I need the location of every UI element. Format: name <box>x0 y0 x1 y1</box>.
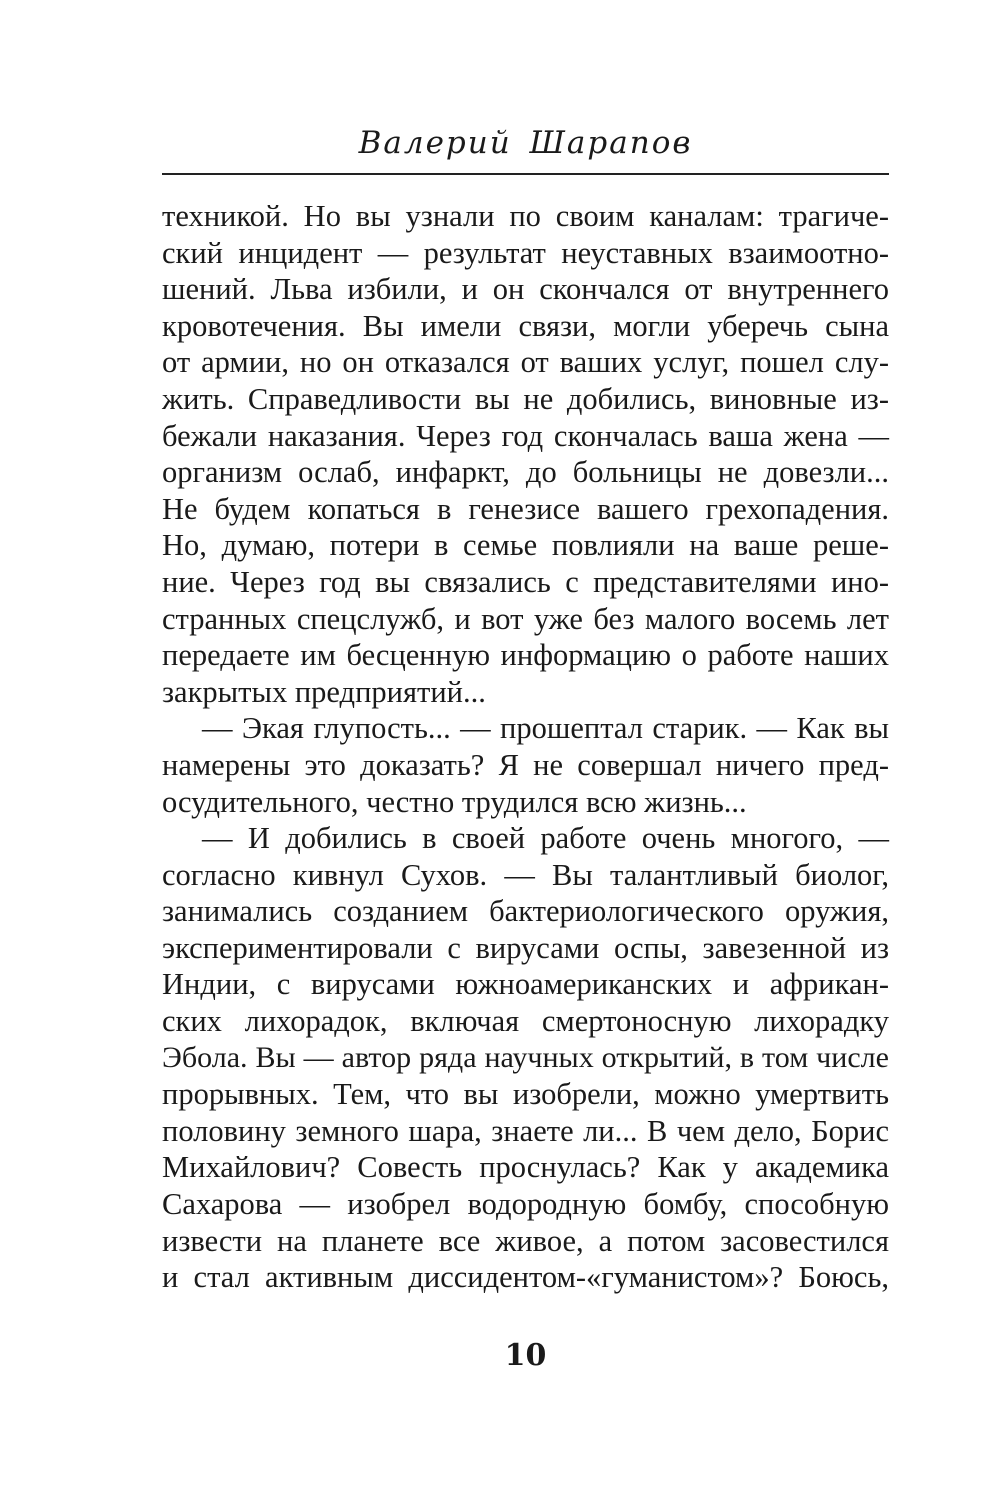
body-text <box>162 198 889 1296</box>
text-line: экспериментировали с вирусами оспы, завезенной из <box>162 930 889 965</box>
text-line: занимались созданием бактериологического оружия, <box>162 894 889 929</box>
text-line: Эбола. Вы — автор ряда научных открытий, в том числе <box>162 1040 889 1074</box>
text-line: Но, думаю, потери в семье повлияли на ваше реше- <box>162 528 889 563</box>
text-line: жить. Справедливости вы не добились, виновные из- <box>162 381 889 416</box>
text-line: организм ослаб, инфаркт, до больницы не довезли... <box>162 455 889 490</box>
text-line: извести на планете все живое, а потом засовестился <box>162 1223 889 1258</box>
text-line: бежали наказания. Через год скончалась ваша жена — <box>162 418 889 453</box>
text-line: Не будем копаться в генезисе вашего грехопадения. <box>162 491 889 526</box>
text-line: прорывных. Тем, что вы изобрели, можно умертвить <box>162 1077 889 1112</box>
text-line-paragraph-end: осудительного, честно трудился всю жизнь... <box>162 784 747 819</box>
text-line: и стал активным диссидентом-«гуманистом»? Боюсь, <box>162 1260 889 1295</box>
text-line: передаете им бесценную информацию о работе наших <box>162 638 889 673</box>
text-line: техникой. Но вы узнали по своим каналам: трагиче- <box>162 199 889 233</box>
text-line: Сахарова — изобрел водородную бомбу, способную <box>162 1187 889 1222</box>
text-line: ние. Через год вы связались с представителями ино- <box>162 564 889 599</box>
text-line: ских лихорадок, включая смертоносную лихорадку <box>162 1004 889 1039</box>
text-line: намерены это доказать? Я не совершал ничего пред- <box>162 747 889 782</box>
text-line: от армии, но он отказался от ваших услуг, пошел слу- <box>162 345 889 380</box>
text-line: шений. Льва избили, и он скончался от внутреннего <box>162 272 889 307</box>
text-line-paragraph-start: — Экая глупость... — прошептал старик. — Как вы <box>202 711 889 746</box>
text-line: кровотечения. Вы имели связи, могли уберечь сына <box>162 308 889 343</box>
text-line: согласно кивнул Сухов. — Вы талантливый биолог, <box>162 857 889 892</box>
text-line: Индии, с вирусами южноамериканских и африкан- <box>162 967 889 1002</box>
text-line-paragraph-end: закрытых предприятий... <box>162 674 486 709</box>
text-line: странных спецслужб, и вот уже без малого восемь лет <box>162 601 889 636</box>
running-head: Валерий Шарапов <box>358 125 693 161</box>
text-line-paragraph-start: — И добились в своей работе очень многого, — <box>202 821 889 856</box>
page-number: 10 <box>504 1338 547 1373</box>
text-line: половину земного шара, знаете ли... В чем дело, Борис <box>162 1113 889 1148</box>
text-line: Михайлович? Совесть проснулась? Как у академика <box>162 1150 889 1185</box>
header-rule <box>162 173 889 175</box>
text-line: ский инцидент — результат неуставных взаимоотно- <box>162 235 889 270</box>
